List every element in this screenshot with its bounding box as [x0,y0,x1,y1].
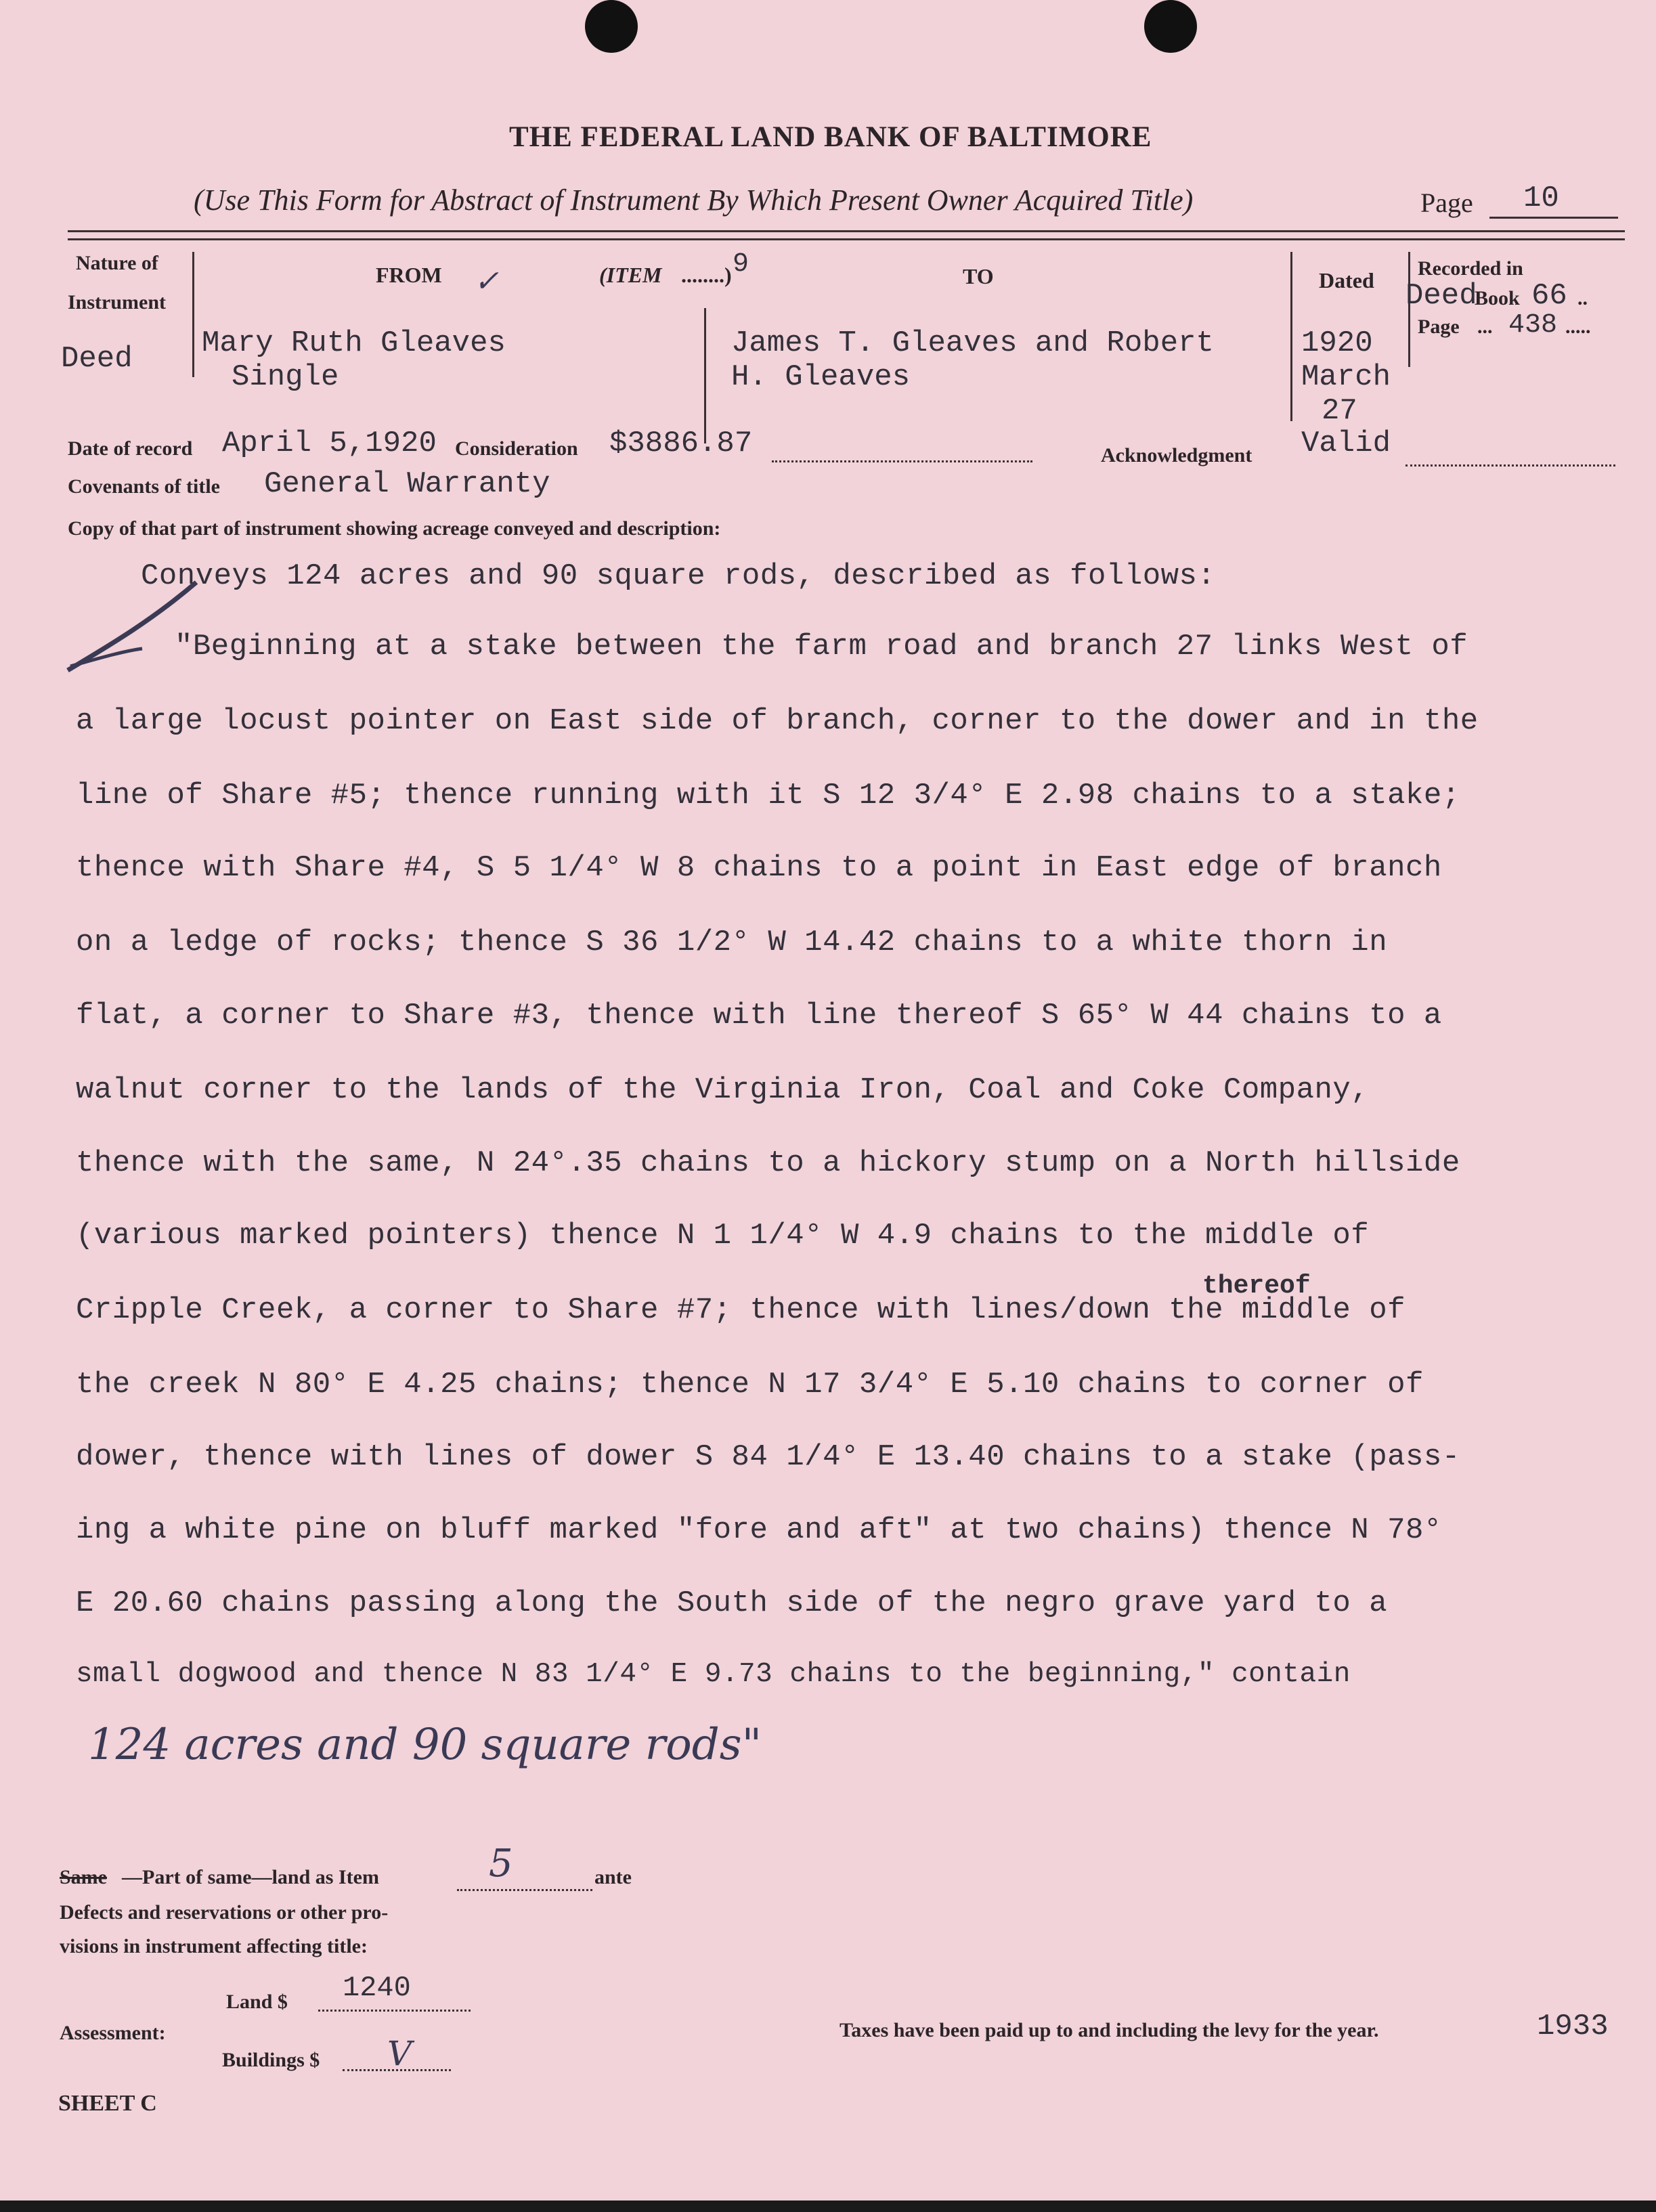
description-line: thence with Share #4, S 5 1/4° W 8 chains to a point in East edge of branch [76,851,1442,885]
recorded-page-number: 438 [1508,310,1558,341]
consideration-dots [772,460,1032,462]
recorded-page-label: Page [1418,316,1460,338]
book-type: Deed [1406,279,1477,313]
dated-label: Dated [1319,268,1374,292]
nature-label: Nature of [76,252,158,274]
acknowledgment-dots [1406,464,1615,467]
book-label: Book [1475,287,1520,309]
description-line: Conveys 124 acres and 90 square rods, described as follows: [141,559,1216,593]
item-dots: ........) [681,263,732,287]
from-label: FROM [376,263,442,287]
dated-year: 1920 [1301,326,1373,360]
defects-label: Defects and reservations or other pro- [60,1901,389,1924]
column-divider [1290,252,1292,421]
consideration-label: Consideration [455,437,578,460]
acknowledgment-value: Valid [1301,427,1391,460]
description-line: flat, a corner to Share #3, thence with line thereof S 65° W 44 chains to a [76,999,1442,1033]
description-line: walnut corner to the lands of the Virginia Iron, Coal and Coke Company, [76,1073,1370,1107]
part-item-value: 5 [489,1842,513,1886]
header-rule [68,230,1625,232]
same-label: Same [60,1866,107,1888]
punch-hole [585,0,638,53]
date-of-record-label: Date of record [68,437,193,460]
handwritten-acreage: 124 acres and 90 square rods" [88,1720,762,1770]
page-number: 10 [1523,181,1559,215]
covenants-label: Covenants of title [68,475,220,498]
description-line: the creek N 80° E 4.25 chains; thence N 17 3/4° E 5.10 chains to corner of [76,1368,1424,1402]
column-divider [704,308,706,443]
punch-hole [1144,0,1197,53]
header-rule [68,238,1625,240]
part-of-same-label: —Part of same—land as Item [122,1866,379,1888]
land-label: Land $ [226,1991,288,2013]
description-line: Cripple Creek, a corner to Share #7; thence with lines/down the middle of [76,1293,1406,1327]
to-value: James T. Gleaves and Robert [731,326,1214,360]
covenants-value: General Warranty [264,467,550,501]
item-number: 9 [733,249,749,280]
dated-month: March [1301,360,1391,394]
buildings-checkmark: V [387,2034,412,2073]
description-line: E 20.60 chains passing along the South side of the negro grave yard to a [76,1586,1388,1620]
to-value-continued: H. Gleaves [731,360,911,394]
description-line: a large locust pointer on East side of branch, corner to the dower and in the [76,704,1479,738]
nature-value: Deed [61,342,133,376]
book-dots: .. [1577,287,1588,309]
date-of-record-value: April 5,1920 [222,427,437,460]
ante-label: ante [594,1866,632,1888]
page-dots: ... [1477,316,1493,338]
form-title: THE FEDERAL LAND BANK OF BALTIMORE [509,121,1152,153]
description-line: (various marked pointers) thence N 1 1/4° W 4.9 chains to the middle of [76,1219,1370,1253]
from-status: Single [232,360,339,394]
description-line: on a ledge of rocks; thence S 36 1/2° W 14.42 chains to a white thorn in [76,926,1388,959]
item-label: (ITEM [599,263,662,287]
description-line: ing a white pine on bluff marked "fore and aft" at two chains) thence N 78° [76,1513,1442,1547]
page-label: Page [1420,188,1473,218]
page-number-underline [1489,217,1618,219]
description-line: small dogwood and thence N 83 1/4° E 9.73 chains to the beginning," contain [76,1659,1351,1690]
defects-label-continued: visions in instrument affecting title: [60,1935,368,1957]
consideration-value: $3886.87 [609,427,753,460]
book-number: 66 [1531,279,1567,313]
item-dots [457,1889,592,1891]
checkmark-icon: ✓ [474,264,499,299]
taxes-year: 1933 [1537,2010,1609,2043]
description-line: thence with the same, N 24°.35 chains to a hickory stump on a North hillside [76,1146,1460,1180]
form-subtitle: (Use This Form for Abstract of Instrument By Which Present Owner Acquired Title) [194,183,1194,217]
land-value: 1240 [343,1972,411,2004]
description-line: dower, thence with lines of dower S 84 1/4° E 13.40 chains to a stake (pass- [76,1440,1460,1474]
insertion-thereof: thereof [1202,1272,1311,1301]
copy-label: Copy of that part of instrument showing acreage conveyed and description: [68,517,721,540]
description-line: "Beginning at a stake between the farm road and branch 27 links West of [175,630,1468,664]
dated-day: 27 [1322,394,1357,428]
buildings-label: Buildings $ [222,2049,320,2071]
description-line: line of Share #5; thence running with it S 12 3/4° E 2.98 chains to a stake; [76,779,1460,812]
assessment-label: Assessment: [60,2022,166,2044]
from-value: Mary Ruth Gleaves [202,326,506,360]
land-dots [318,2010,471,2012]
page-dots: ..... [1565,316,1591,338]
instrument-label: Instrument [68,291,167,313]
sheet-label: SHEET C [58,2091,157,2116]
acknowledgment-label: Acknowledgment [1101,444,1252,467]
taxes-label: Taxes have been paid up to and including the levy for the year. [840,2019,1379,2041]
recorded-label: Recorded in [1418,257,1523,280]
column-divider [192,252,194,377]
to-label: TO [963,264,994,288]
